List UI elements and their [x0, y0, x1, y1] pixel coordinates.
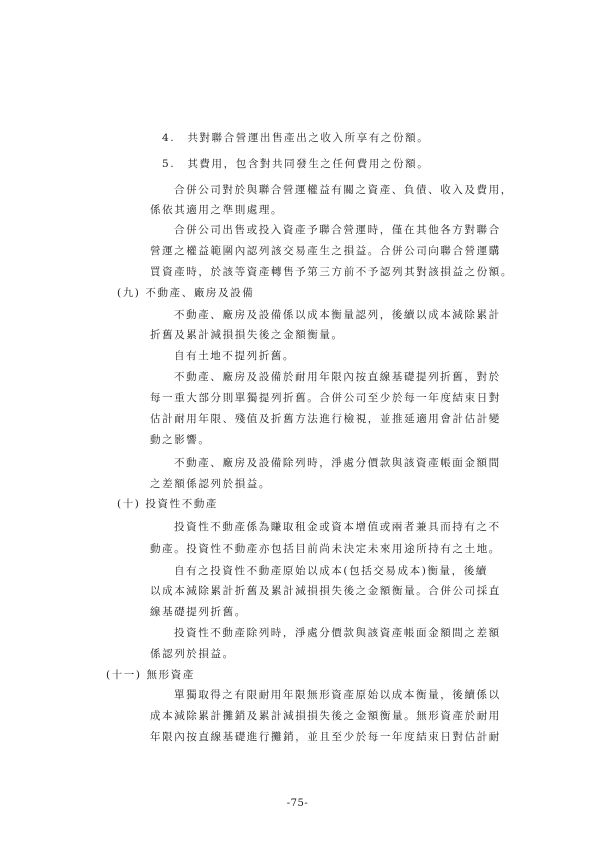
text-line: 5. 其費用，包含對共同發生之任何費用之份額。 [162, 158, 430, 170]
text-line: 合併公司對於與聯合營運權益有關之資產、負債、收入及費用， [174, 184, 513, 196]
section-heading: (十) 投資性不動產 [117, 498, 219, 510]
text-line: 投資性不動產係為賺取租金或資本增值或兩者兼具而持有之不 [174, 521, 501, 533]
text-line: 自有之投資性不動產原始以成本(包括交易成本)衡量，後續 [174, 565, 488, 577]
text-line: 之差額係認列於損益。 [150, 478, 271, 490]
text-line: 每一重大部分則單獨提列折舊。合併公司至少於每一年度結束日對 [150, 392, 501, 404]
page-number: -75- [286, 798, 309, 809]
text-line: 係依其適用之準則處理。 [150, 204, 284, 216]
text-line: 買資產時，於該等資產轉售予第三方前不予認列其對該損益之份額。 [150, 266, 513, 278]
text-line: 營運之權益範圍內認列該交易產生之損益。合併公司向聯合營運購 [150, 245, 501, 257]
text-line: 估計耐用年限、殘值及折舊方法進行檢視，並推延適用會計估計變 [150, 413, 501, 425]
text-line: 不動產、廠房及設備除列時，淨處分價款與該資產帳面金額間 [174, 457, 501, 469]
text-line: 合併公司出售或投入資產予聯合營運時，僅在其他各方對聯合 [174, 224, 501, 236]
text-line: 成本減除累計攤銷及累計減損損失後之金額衡量。無形資產於耐用 [150, 710, 501, 722]
text-line: 4. 共對聯合營運出售產出之收入所享有之份額。 [162, 132, 430, 144]
text-line: 以成本減除累計折舊及累計減損損失後之金額衡量。合併公司採直 [150, 585, 501, 597]
text-line: 折舊及累計減損損失後之金額衡量。 [150, 329, 344, 341]
text-line: 單獨取得之有限耐用年限無形資產原始以成本衡量，後續係以 [174, 689, 501, 701]
text-line: 自有土地不提列折舊。 [174, 350, 295, 362]
text-line: 動產。投資性不動產亦包括目前尚未決定未來用途所持有之土地。 [150, 543, 501, 555]
text-line: 線基礎提列折舊。 [150, 606, 247, 618]
text-line: 動之影響。 [150, 434, 211, 446]
text-line: 年限內按直線基礎進行攤銷，並且至少於每一年度結束日對估計耐 [150, 731, 501, 743]
text-line: 不動產、廠房及設備於耐用年限內按直線基礎提列折舊，對於 [174, 371, 501, 383]
section-heading: (十一) 無形資產 [106, 669, 195, 681]
section-heading: (九) 不動產、廠房及設備 [117, 287, 255, 299]
text-line: 投資性不動產除列時，淨處分價款與該資產帳面金額間之差額 [174, 627, 501, 639]
text-line: 不動產、廠房及設備係以成本衡量認列，後續以成本減除累計 [174, 309, 501, 321]
text-line: 係認列於損益。 [150, 648, 235, 660]
